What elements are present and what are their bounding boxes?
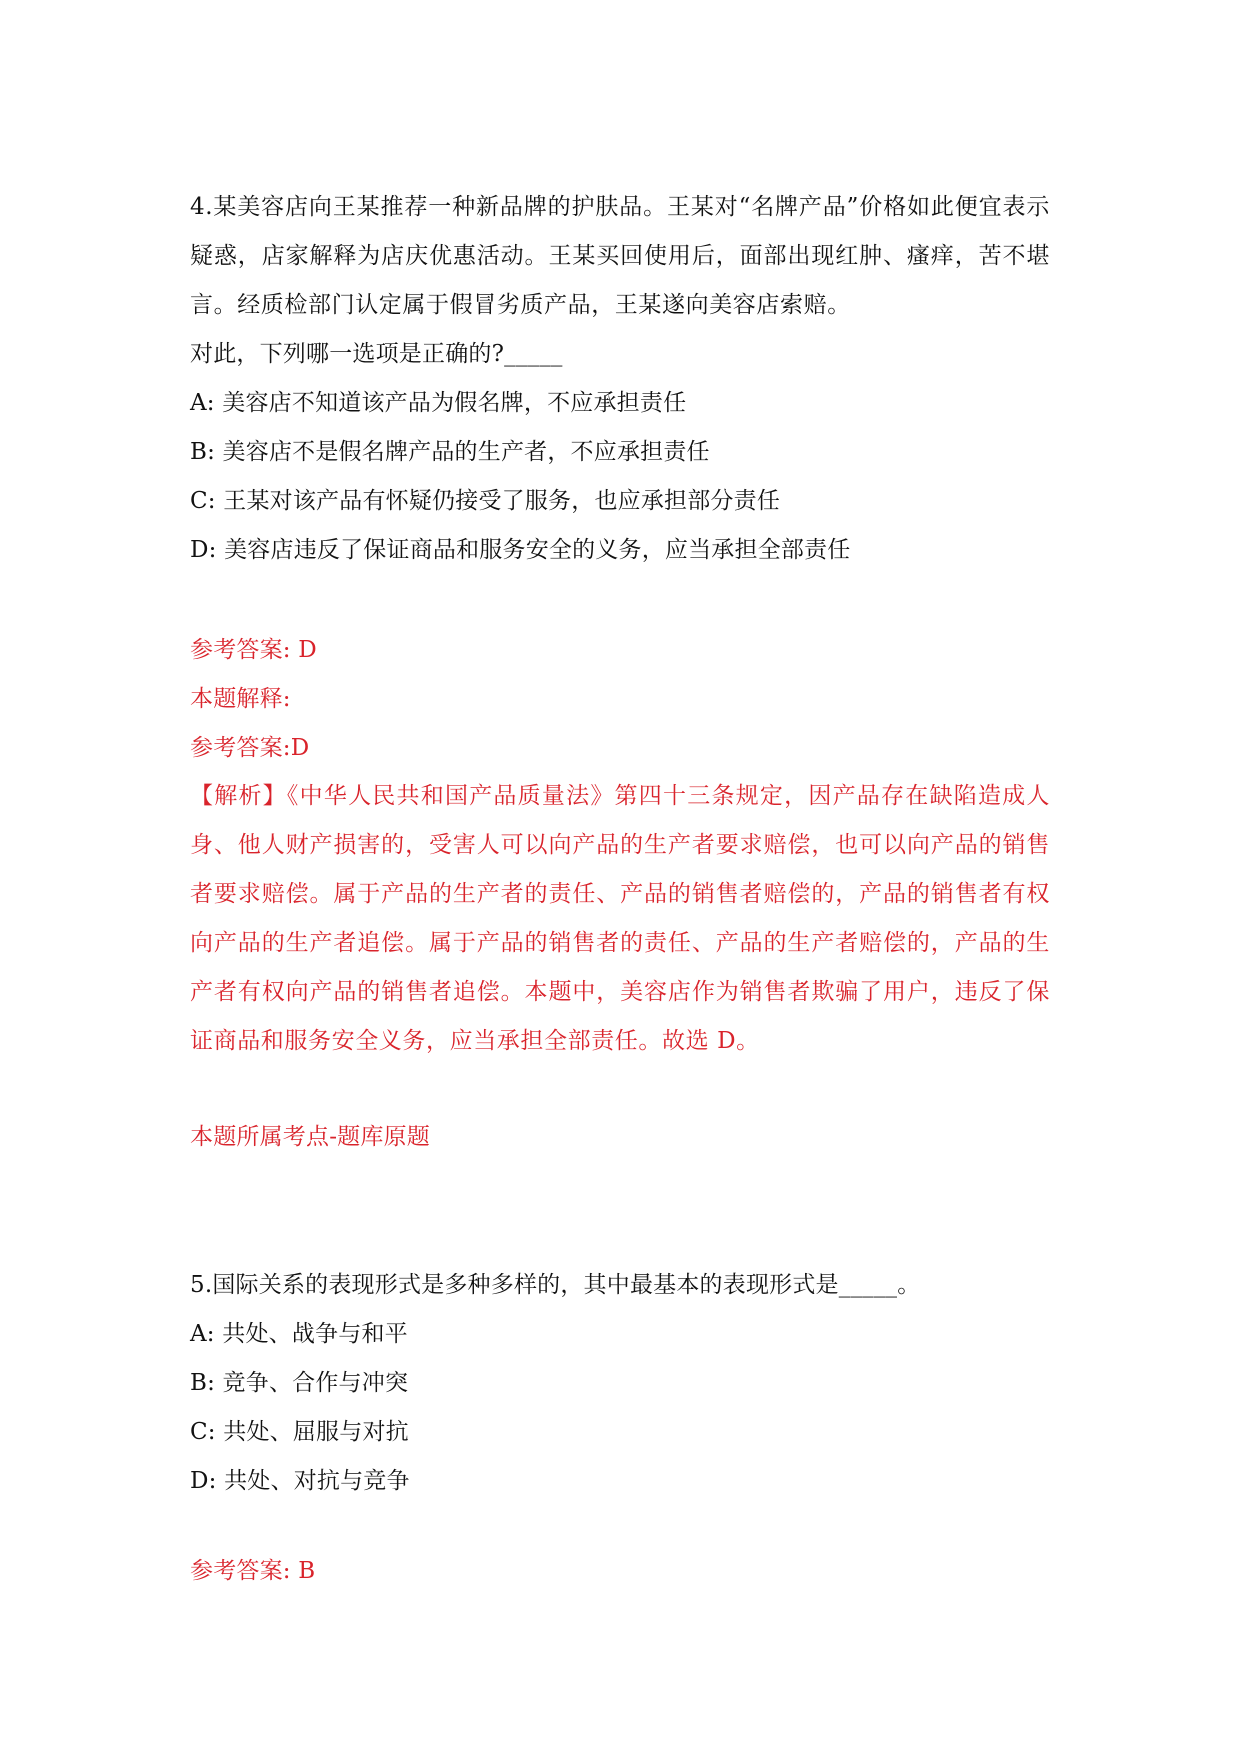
knowledge-point: 本题所属考点-题库原题: [190, 1124, 430, 1150]
option-a: A: 美容店不知道该产品为假名牌，不应承担责任: [190, 390, 687, 416]
question-4-analysis: [190, 772, 1050, 1066]
explanation-title: 本题解释:: [190, 686, 291, 712]
option-a: A: 共处、战争与和平: [190, 1321, 408, 1347]
question-5-text: 5.国际关系的表现形式是多种多样的，其中最基本的表现形式是_____。: [190, 1272, 921, 1298]
question-5-answer-section: [190, 1547, 1050, 1596]
option-c: C: 共处、屈服与对抗: [190, 1419, 409, 1445]
option-d: D: 共处、对抗与竞争: [190, 1468, 410, 1494]
question-4-knowledge-point: [190, 1113, 1050, 1162]
option-b: B: 美容店不是假名牌产品的生产者，不应承担责任: [190, 439, 710, 465]
question-4-prompt: 对此，下列哪一选项是正确的?_____: [190, 341, 563, 367]
option-c: C: 王某对该产品有怀疑仍接受了服务，也应承担部分责任: [190, 488, 781, 514]
question-5: [190, 1261, 1050, 1506]
question-4-options: [190, 379, 1050, 575]
option-b: B: 竞争、合作与冲突: [190, 1370, 409, 1396]
reference-answer: 参考答案: B: [190, 1558, 316, 1584]
analysis-text: 【解析】《中华人民共和国产品质量法》第四十三条规定，因产品存在缺陷造成人身、他人财产损害的，受害人可以向产品的生产者要求赔偿，也可以向产品的销售者要求赔偿。属于产品的生产者的责任、产品的销售者赔偿的，产品的销售者有权向产品的生产者追偿。属于产品的销售者的责任、产品的生产者赔偿的，产品的生产者有权向产品的销售者追偿。本题中，美容店作为销售者欺骗了用户，违反了保证商品和服务安全义务，应当承担全部责任。故选 D。: [190, 783, 1050, 1054]
question-4-text: 4.某美容店向王某推荐一种新品牌的护肤品。王某对“名牌产品”价格如此便宜表示疑惑，店家解释为店庆优惠活动。王某买回使用后，面部出现红肿、瘙痒，苦不堪言。经质检部门认定属于假冒劣质产品，王某遂向美容店索赔。: [190, 194, 1050, 318]
reference-answer: 参考答案: D: [190, 637, 317, 663]
option-d: D: 美容店违反了保证商品和服务安全的义务，应当承担全部责任: [190, 537, 851, 563]
reference-answer-repeat: 参考答案:D: [190, 735, 310, 761]
question-4-stem: [190, 183, 1050, 379]
question-4-answer-section: [190, 626, 1050, 773]
